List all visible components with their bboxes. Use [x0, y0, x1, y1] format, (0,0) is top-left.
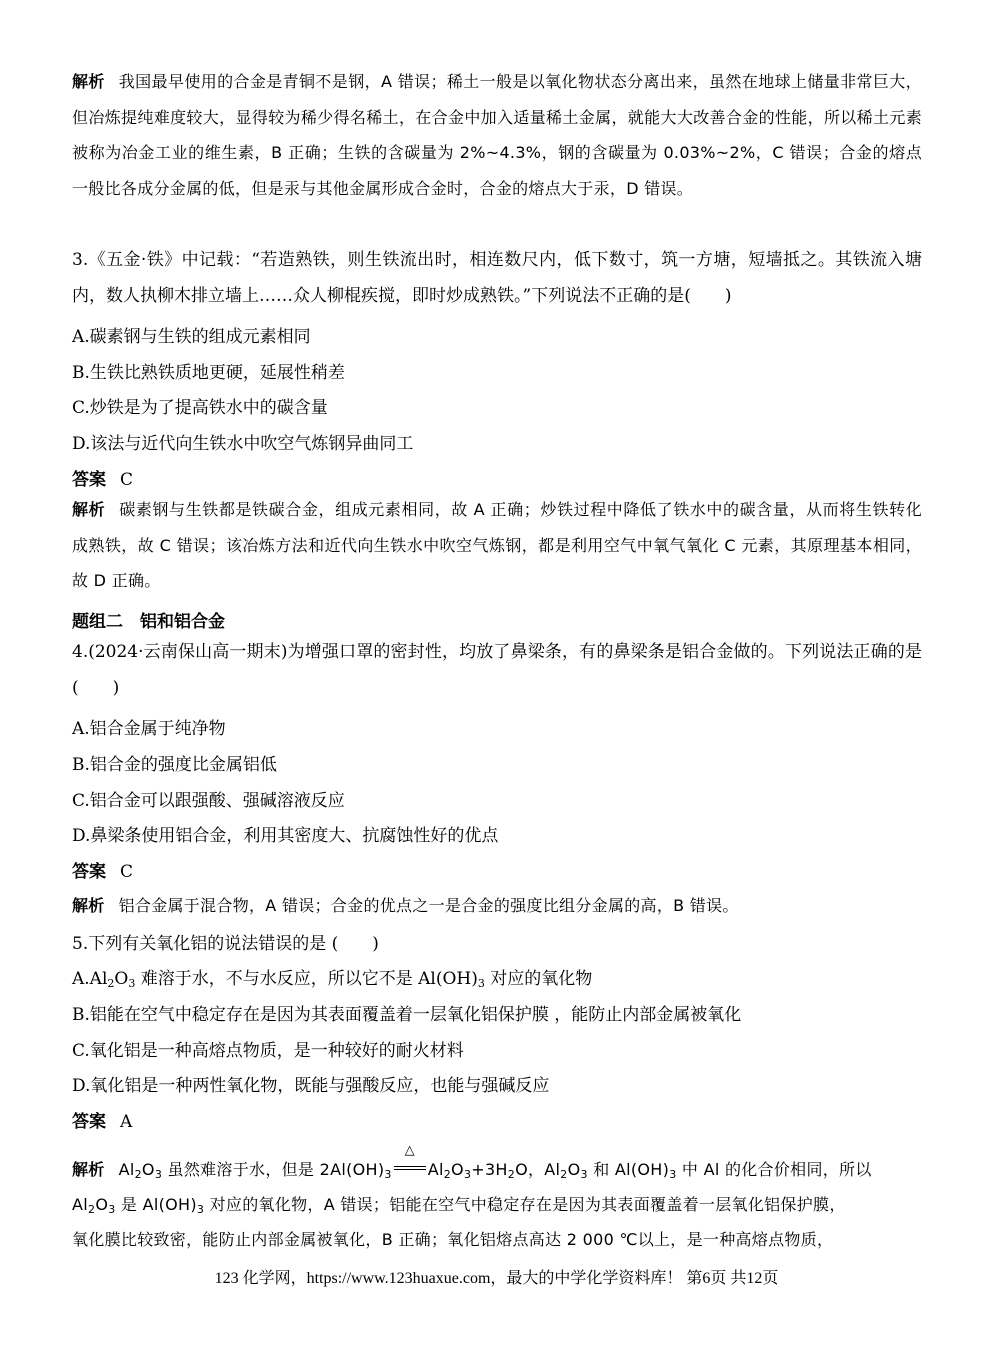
q5-option-d: D.氧化铝是一种两性氧化物，既能与强酸反应，也能与强碱反应	[72, 1076, 550, 1096]
q4-option-c: C.铝合金可以跟强酸、强碱溶液反应	[72, 791, 345, 811]
q4-analysis-text: 铝合金属于混合物，A 错误；合金的优点之一是合金的强度比组分金属的高，B 错误。	[118, 896, 739, 915]
q4-option-a: A.铝合金属于纯净物	[72, 719, 226, 739]
q3-analysis-text: 碳素钢与生铁都是铁碳合金，组成元素相同，故 A 正确；炒铁过程中降低了铁水中的碳含量，从而将生铁转化成熟铁，故 C 错误；该冶炼方法和近代向生铁水中吹空气炼钢，都是利用空气中氧气氧化 C 元素，其原理基本相同，故 D 正确。	[72, 500, 922, 591]
q3-answer-value: C	[120, 470, 134, 490]
q5-option-c: C.氧化铝是一种高熔点物质，是一种较好的耐火材料	[72, 1041, 464, 1061]
q3-answer	[72, 465, 932, 490]
q3-option-b: B.生铁比熟铁质地更硬，延展性稍差	[72, 363, 345, 383]
q5-answer	[72, 1107, 932, 1132]
answer-label: 答案	[72, 862, 106, 882]
q4-answer	[72, 857, 932, 882]
q5-answer-value: A	[120, 1112, 133, 1132]
q5-stem: 5.下列有关氧化铝的说法错误的是 ( )	[72, 934, 379, 954]
q5-analysis-line1: 解析 $Al_2O_3$ 虽然难溶于水，但是 $2Al(OH)_3$ △ $Al_2O_3+3H_2O$，$Al_2O_3$ 和 $Al(OH)_3$ 中 Al 的化合价相同，所以	[72, 1143, 872, 1181]
q4-answer-value: C	[120, 862, 134, 882]
q5-analysis-line3: 氧化膜比较致密，能防止内部金属被氧化，B 正确；氧化铝熔点高达 2 000 ℃以上，是一种高熔点物质，	[72, 1230, 834, 1249]
q2-analysis-text: 我国最早使用的合金是青铜不是钢，A 错误；稀土一般是以氧化物状态分离出来，虽然在地球上储量非常巨大，但冶炼提纯难度较大，显得较为稀少得名稀土，在合金中加入适量稀土金属，就能大大改善合金的性能，所以稀土元素被称为冶金工业的维生素，B 正确；生铁的含碳量为 2%~4.3%，钢的含碳量为 0.03%~2%，C 错误；合金的熔点一般比各成分金属的低，但是汞与其他金属形成合金时，合金的熔点大于汞，D 错误。	[72, 72, 922, 198]
group-heading: 题组二 铝和铝合金	[72, 612, 225, 632]
heat-reaction-arrow: △	[392, 1157, 428, 1177]
q3-option-d: D.该法与近代向生铁水中吹空气炼钢异曲同工	[72, 434, 414, 454]
q4-analysis	[72, 893, 932, 916]
q3-analysis	[72, 492, 922, 599]
q5-analysis-line2: $Al_2O_3$ 是 $Al(OH)_3$ 对应的氧化物，A 错误；铝能在空气中稳定存在是因为其表面覆盖着一层氧化铝保护膜，	[72, 1195, 846, 1216]
analysis-label: 解析	[72, 500, 106, 519]
q3-option-a: A.碳素钢与生铁的组成元素相同	[72, 327, 311, 347]
q5-option-a: $A.Al_2O_3$ 难溶于水，不与水反应，所以它不是 $Al(OH)_3$ 对应的氧化物	[72, 969, 593, 990]
q5-option-b: B.铝能在空气中稳定存在是因为其表面覆盖着一层氧化铝保护膜 ，能防止内部金属被氧化	[72, 1005, 742, 1025]
q4-option-d: D.鼻梁条使用铝合金，利用其密度大、抗腐蚀性好的优点	[72, 826, 499, 846]
q4-option-b: B.铝合金的强度比金属铝低	[72, 755, 277, 775]
page-footer: 123 化学网，https://www.123huaxue.com，最大的中学化学资料库！ 第6页 共12页	[214, 1270, 779, 1287]
analysis-label: 解析	[72, 1160, 105, 1179]
q4-stem: 4.(2024·云南保山高一期末)为增强口罩的密封性，均放了鼻梁条，有的鼻梁条是铝合金做的。下列说法正确的是( )	[72, 642, 922, 698]
q3-option-c: C.炒铁是为了提高铁水中的碳含量	[72, 398, 328, 418]
answer-label: 答案	[72, 1112, 106, 1132]
q2-analysis	[72, 64, 922, 206]
analysis-label: 解析	[72, 72, 105, 91]
analysis-label: 解析	[72, 896, 105, 915]
q3-stem: 3.《五金·铁》中记载：“若造熟铁，则生铁流出时，相连数尺内，低下数寸，筑一方塘，短墙抵之。其铁流入塘内，数人执柳木排立墙上……众人柳棍疾搅，即时炒成熟铁。”下列说法不正确的是( )	[72, 250, 922, 306]
answer-label: 答案	[72, 470, 106, 490]
